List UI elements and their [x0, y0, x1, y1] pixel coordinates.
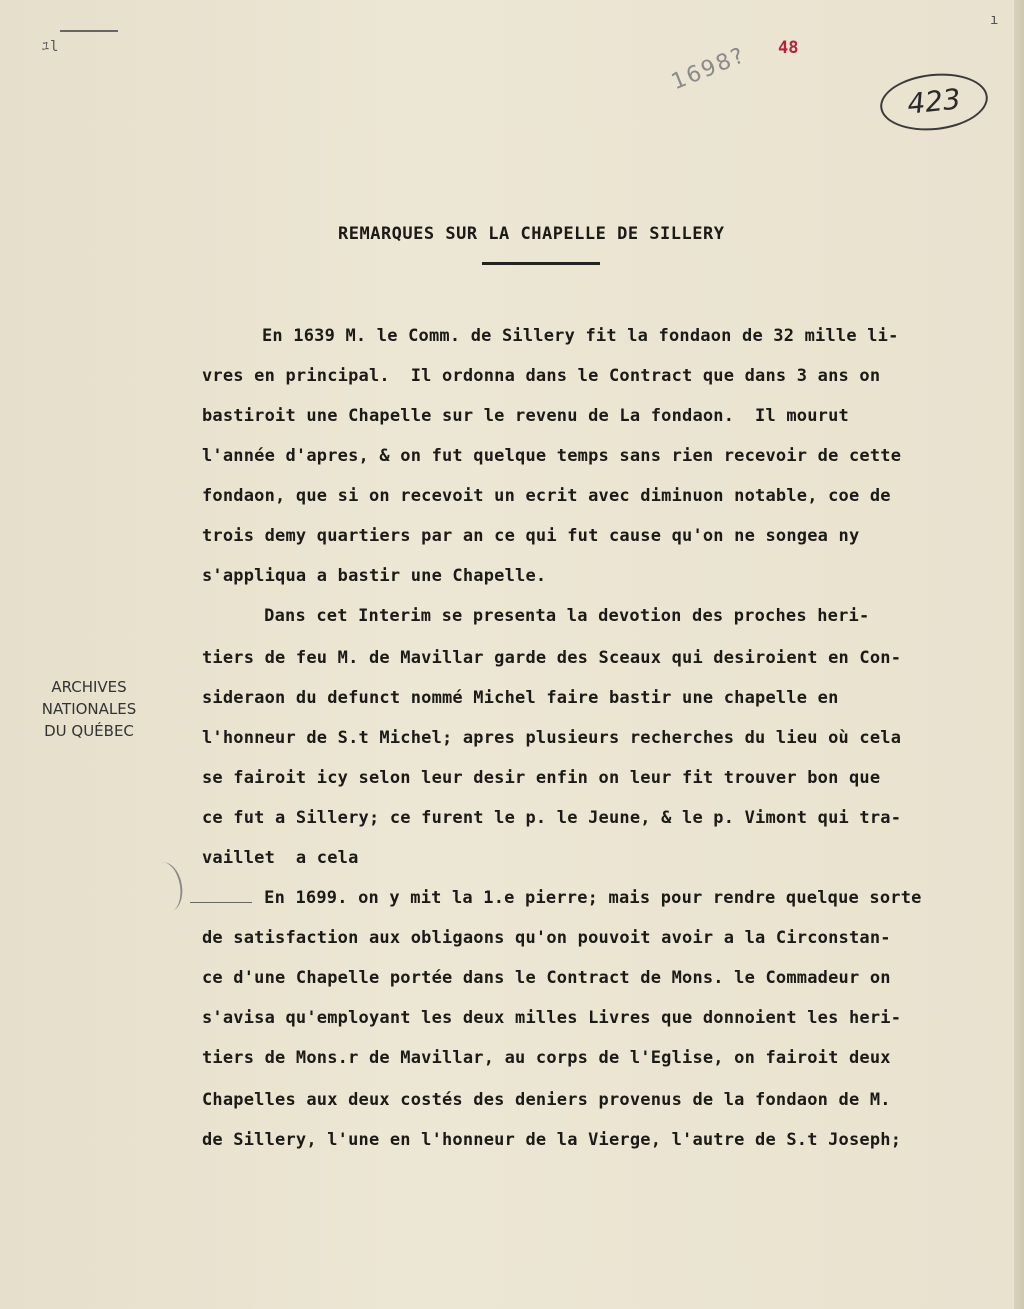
corner-mark: ﾕl — [42, 39, 60, 55]
handwritten-year-note: 1698? — [668, 42, 750, 96]
title-underline — [482, 262, 600, 265]
body-line: l'honneur de S.t Michel; apres plusieurs recherches du lieu où cela — [202, 728, 902, 748]
page-number: 48 — [778, 38, 799, 58]
page-edge — [1014, 0, 1024, 1309]
body-line: En 1699. on y mit la 1.e pierre; mais pour rendre quelque sorte — [212, 888, 922, 908]
body-line: se fairoit icy selon leur desir enfin on leur fit trouver bon que — [202, 768, 881, 788]
body-line: En 1639 M. le Comm. de Sillery fit la fondaon de 32 mille li- — [262, 326, 899, 346]
body-line: s'appliqua a bastir une Chapelle. — [202, 566, 547, 586]
body-line: fondaon, que si on recevoit un ecrit avec diminuon notable, coe de — [202, 486, 891, 506]
margin-bracket-mark — [146, 860, 186, 915]
body-line: sideraon du defunct nommé Michel faire bastir une chapelle en — [202, 688, 839, 708]
body-line: Chapelles aux deux costés des deniers provenus de la fondaon de M. — [202, 1090, 891, 1110]
body-line: vaillet a cela — [202, 848, 359, 868]
body-line: vres en principal. Il ordonna dans le Contract que dans 3 ans on — [202, 366, 881, 386]
body-line: ce fut a Sillery; ce furent le p. le Jeune, & le p. Vimont qui tra- — [202, 808, 902, 828]
body-line: tiers de Mons.r de Mavillar, au corps de l'Eglise, on fairoit deux — [202, 1048, 891, 1068]
corner-rule — [60, 30, 118, 32]
body-line: trois demy quartiers par an ce qui fut cause qu'on ne songea ny — [202, 526, 860, 546]
folio-number: 423 — [877, 69, 990, 136]
body-line: s'avisa qu'employant les deux milles Livres que donnoient les heri- — [202, 1008, 902, 1028]
stamp-line-2: DU QUÉBEC — [44, 722, 134, 740]
document-title: REMARQUES SUR LA CHAPELLE DE SILLERY — [338, 224, 725, 244]
body-line: tiers de feu M. de Mavillar garde des Sceaux qui desiroient en Con- — [202, 648, 902, 668]
body-line: de satisfaction aux obligaons qu'on pouvoit avoir a la Circonstan- — [202, 928, 891, 948]
corner-tick: ı — [990, 12, 999, 28]
body-line: Dans cet Interim se presenta la devotion des proches heri- — [212, 606, 870, 626]
body-line: ce d'une Chapelle portée dans le Contract de Mons. le Commadeur on — [202, 968, 891, 988]
archive-stamp — [2, 676, 176, 742]
body-line: l'année d'apres, & on fut quelque temps sans rien recevoir de cette — [202, 446, 902, 466]
body-line: bastiroit une Chapelle sur le revenu de La fondaon. Il mourut — [202, 406, 849, 426]
stamp-line-1: ARCHIVES NATIONALES — [41, 678, 137, 718]
body-line: de Sillery, l'une en l'honneur de la Vierge, l'autre de S.t Joseph; — [202, 1130, 902, 1150]
